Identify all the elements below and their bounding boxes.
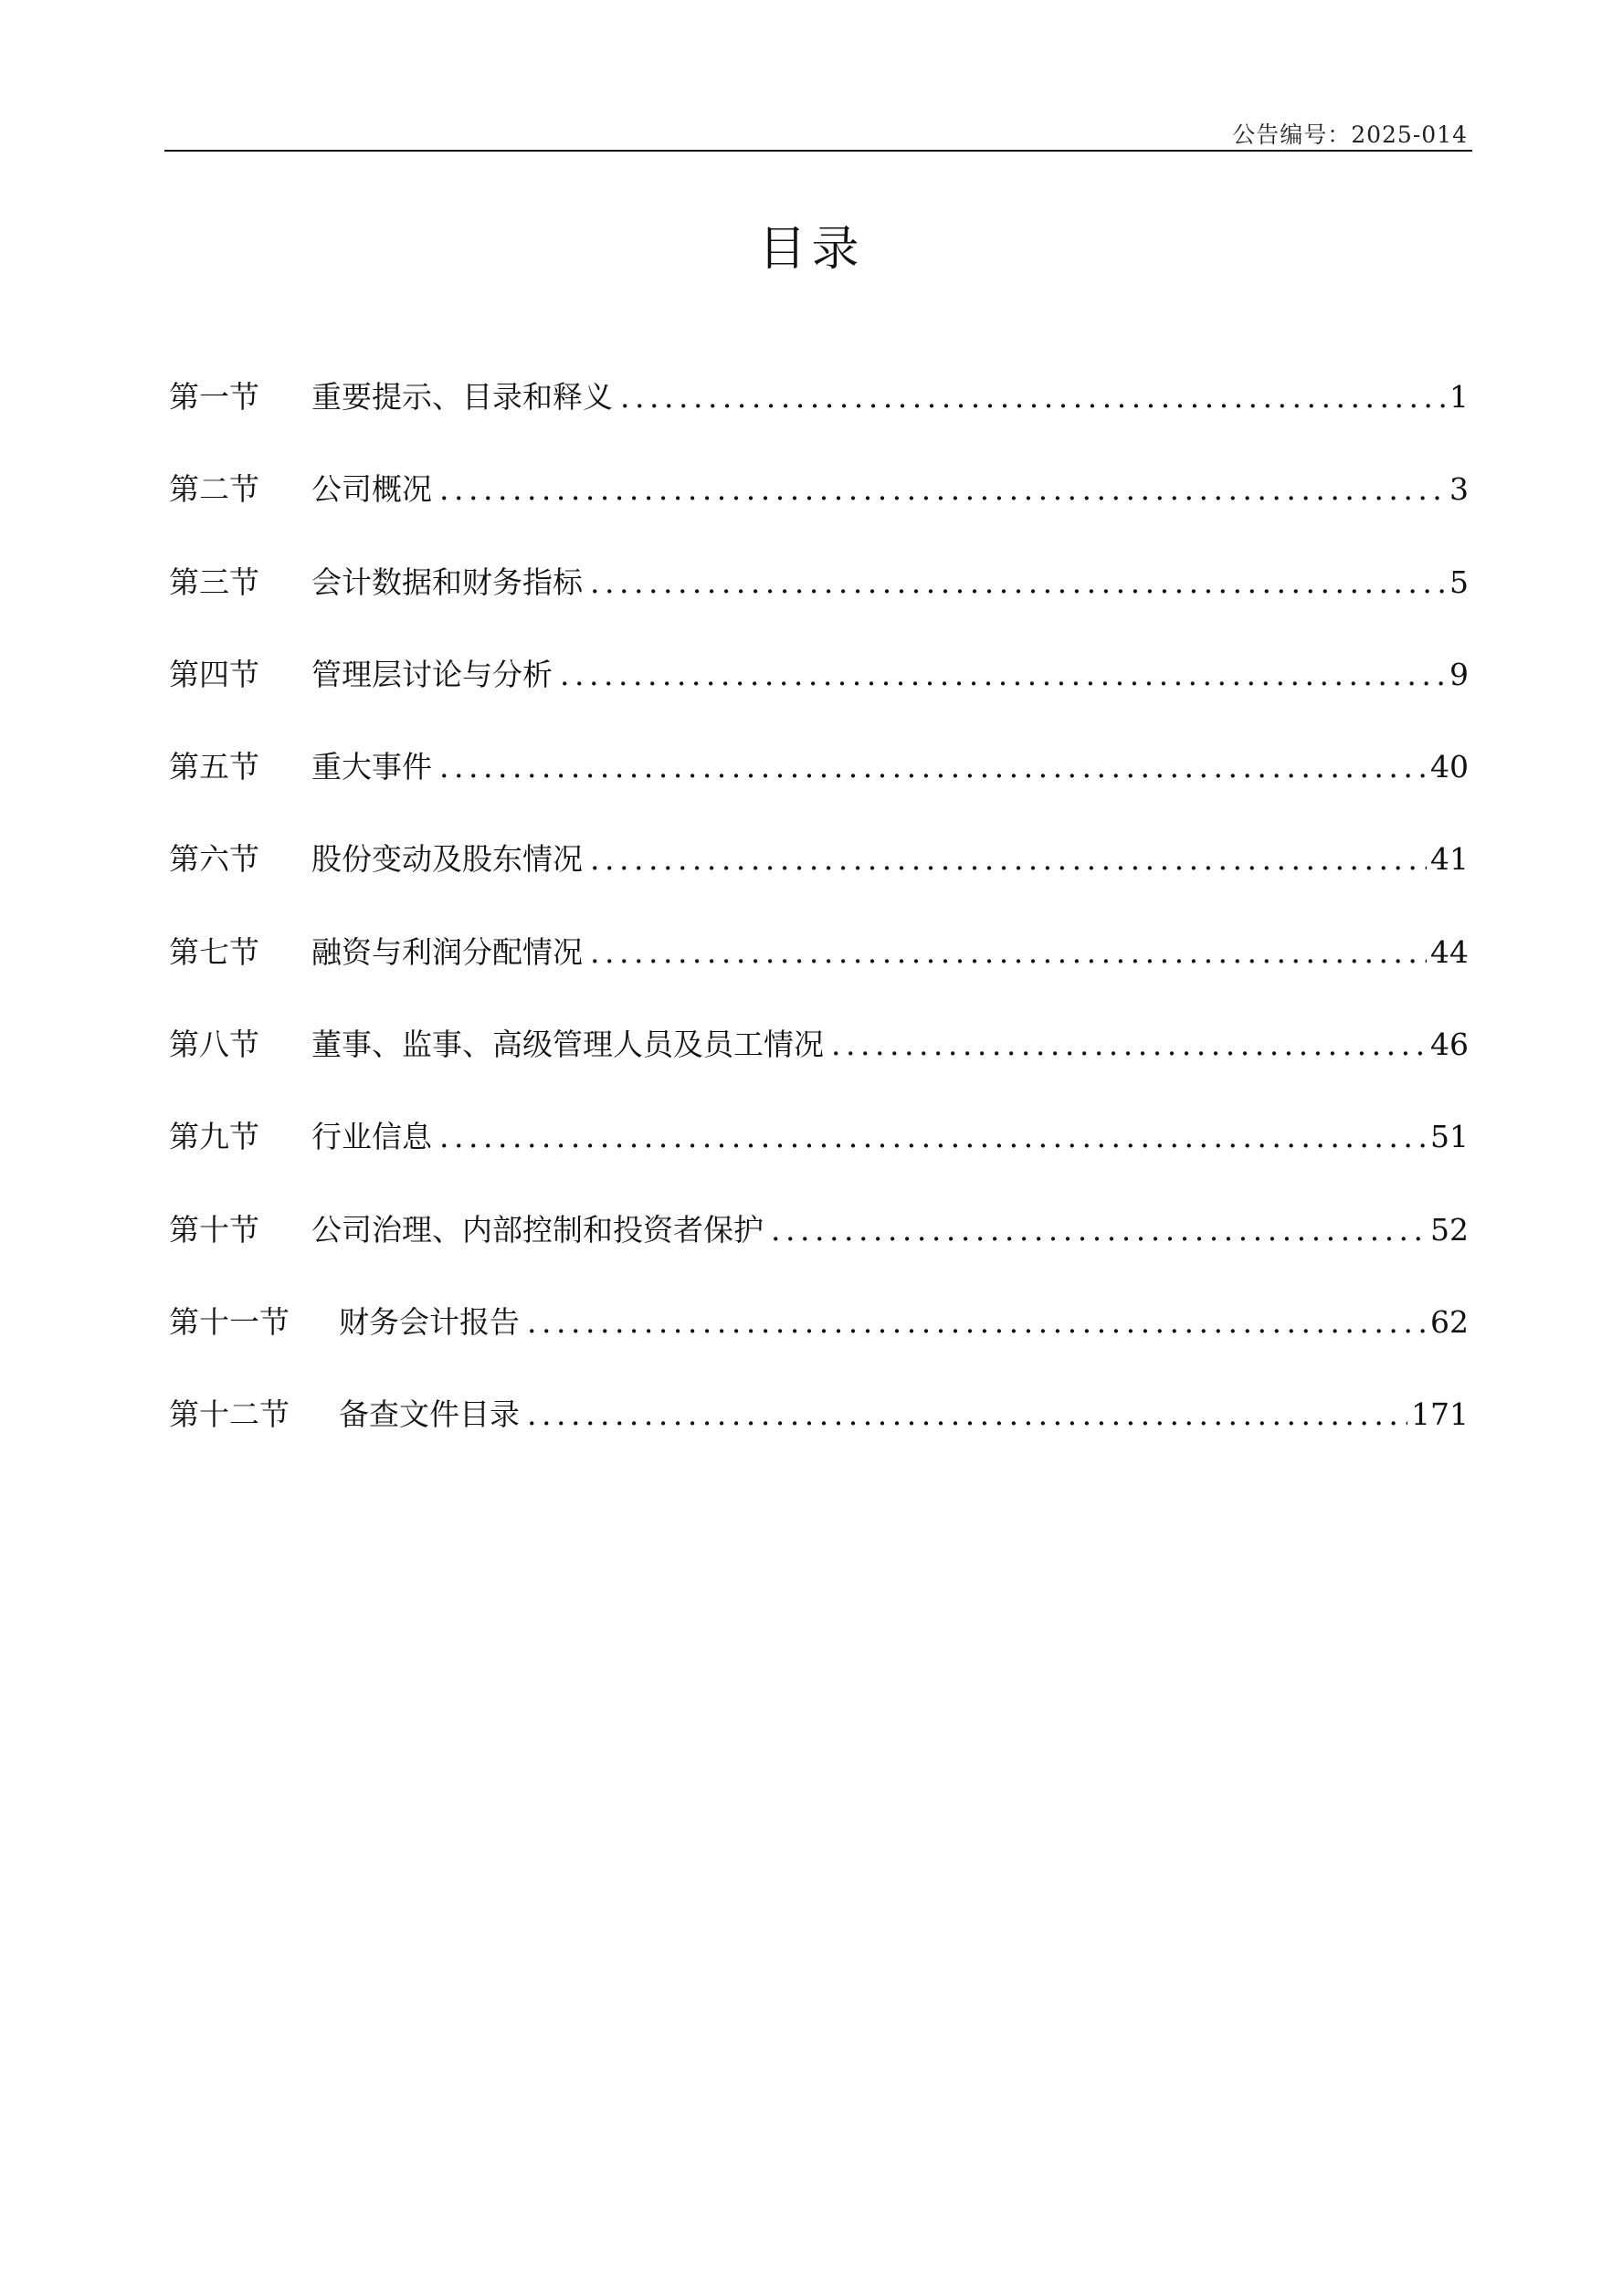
toc-page-number: 171: [1411, 1396, 1469, 1433]
toc-section-number: 第七节: [169, 933, 259, 970]
toc-section-title: 重要提示、目录和释义: [311, 379, 613, 415]
toc-page-number: 1: [1449, 379, 1469, 415]
toc-section-number: 第二节: [169, 471, 259, 508]
toc-section-title: 财务会计报告: [339, 1303, 520, 1340]
toc-entry[interactable]: [169, 462, 1469, 554]
toc-dot-leader: [620, 370, 1446, 425]
toc-section-title: 融资与利润分配情况: [311, 933, 583, 970]
toc-dot-leader: [439, 462, 1446, 517]
page-title: 目录: [758, 222, 865, 277]
toc-section-number: 第十一节: [169, 1303, 290, 1340]
toc-section-number: 第九节: [169, 1119, 259, 1155]
toc-entry[interactable]: [169, 925, 1469, 1017]
toc-entry[interactable]: [169, 555, 1469, 648]
toc-dot-leader: [439, 740, 1427, 795]
toc-page-number: 52: [1430, 1211, 1469, 1248]
toc-dot-leader: [439, 1110, 1427, 1164]
toc-section-number: 第八节: [169, 1027, 259, 1063]
toc-section-title: 行业信息: [311, 1119, 432, 1155]
toc-entry[interactable]: [169, 1017, 1469, 1110]
toc-section-number: 第五节: [169, 749, 259, 785]
toc-dot-leader: [590, 832, 1427, 887]
toc-section-number: 第一节: [169, 379, 259, 415]
toc-section-number: 第十节: [169, 1211, 259, 1248]
toc-page-number: 3: [1449, 471, 1469, 508]
table-of-contents: [169, 370, 1469, 1480]
toc-dot-leader: [771, 1203, 1427, 1258]
toc-section-title: 公司治理、内部控制和投资者保护: [311, 1211, 764, 1248]
toc-page-number: 5: [1449, 563, 1469, 600]
toc-page-number: 41: [1430, 841, 1469, 878]
toc-section-title: 会计数据和财务指标: [311, 563, 583, 600]
header-divider: [164, 150, 1472, 152]
toc-section-number: 第四节: [169, 656, 259, 692]
toc-section-number: 第十二节: [169, 1396, 290, 1433]
toc-section-title: 备查文件目录: [339, 1396, 520, 1433]
toc-page-number: 9: [1449, 656, 1469, 692]
toc-entry[interactable]: [169, 1295, 1469, 1387]
toc-section-title: 公司概况: [311, 471, 432, 508]
toc-page-number: 46: [1430, 1027, 1469, 1063]
toc-page-number: 44: [1430, 933, 1469, 970]
toc-section-title: 管理层讨论与分析: [311, 656, 553, 692]
toc-page-number: 40: [1430, 749, 1469, 785]
toc-entry[interactable]: [169, 370, 1469, 462]
toc-section-title: 股份变动及股东情况: [311, 841, 583, 878]
toc-entry[interactable]: [169, 648, 1469, 740]
announcement-code: 公告编号：2025-014: [1232, 121, 1468, 148]
toc-dot-leader: [590, 925, 1427, 980]
toc-dot-leader: [560, 648, 1446, 702]
toc-dot-leader: [527, 1387, 1407, 1442]
toc-entry[interactable]: [169, 1110, 1469, 1202]
toc-section-title: 董事、监事、高级管理人员及员工情况: [311, 1027, 824, 1063]
toc-entry[interactable]: [169, 832, 1469, 924]
toc-dot-leader: [831, 1017, 1427, 1072]
toc-dot-leader: [590, 555, 1446, 610]
toc-entry[interactable]: [169, 1387, 1469, 1480]
toc-dot-leader: [527, 1295, 1427, 1350]
toc-section-number: 第六节: [169, 841, 259, 878]
toc-section-number: 第三节: [169, 563, 259, 600]
toc-section-title: 重大事件: [311, 749, 432, 785]
toc-entry[interactable]: [169, 740, 1469, 832]
toc-entry[interactable]: [169, 1203, 1469, 1295]
toc-page-number: 62: [1430, 1303, 1469, 1340]
toc-page-number: 51: [1430, 1119, 1469, 1155]
